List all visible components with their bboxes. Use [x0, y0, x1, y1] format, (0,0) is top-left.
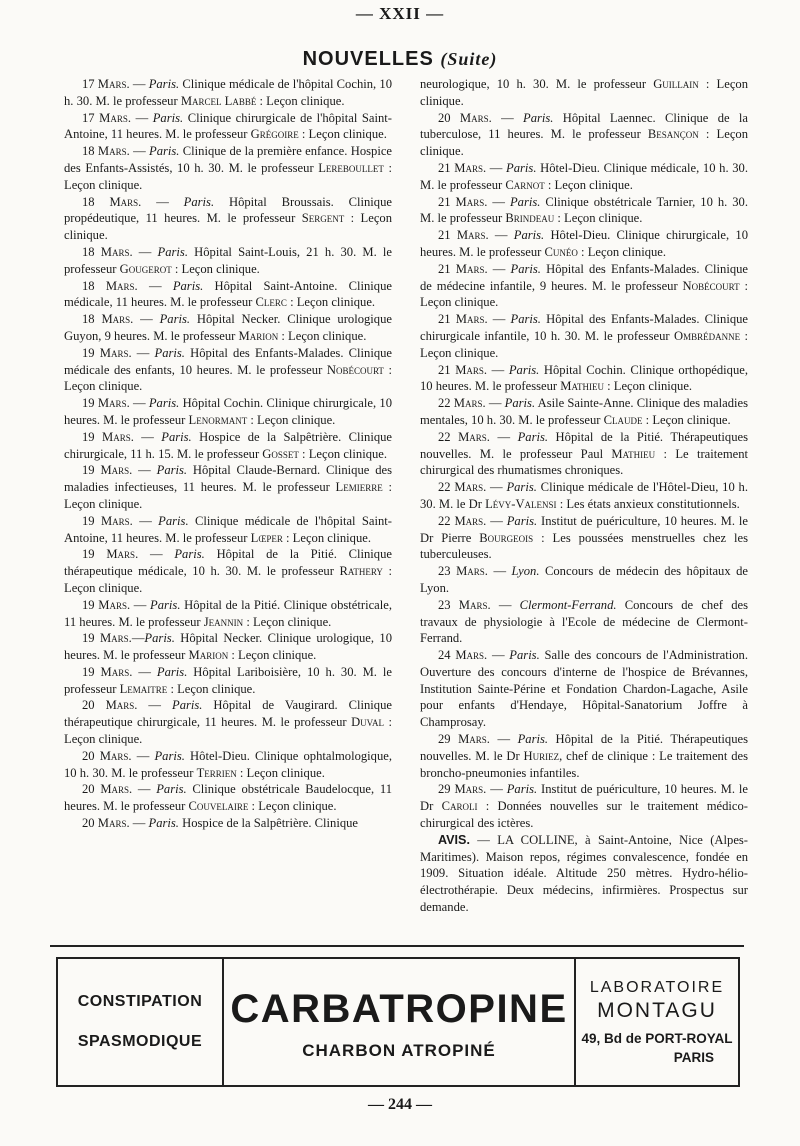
ad-brand-name: CARBATROPINE: [230, 987, 568, 1031]
roman-page-number: — XXII —: [355, 4, 445, 23]
news-entry: 19 Mars. — Paris. Hôpital Lariboisière, 10 h. 30. M. le professeur Lemaitre : Leçon clinique.: [64, 664, 392, 696]
news-entry: 20 Mars. — Paris. Hôpital Laennec. Clinique de la tuberculose, 11 heures. M. le professeur Besançon : Leçon clinique.: [420, 110, 749, 159]
news-entry: 23 Mars. — Lyon. Concours de médecin des hôpitaux de Lyon.: [420, 564, 749, 595]
news-entry: 29 Mars. — Paris. Institut de puériculture, 10 heures. M. le Dr Caroli : Données nouvelles sur le traitement médico-chirurgical des ictères.: [420, 782, 748, 831]
news-entry: 18 Mars. — Paris. Hôpital Broussais. Clinique propédeutique, 11 heures. M. le professeur Sergent : Leçon clinique.: [64, 194, 392, 243]
news-entry: 19 Mars. — Paris. Hôpital Cochin. Clinique chirurgicale, 10 heures. M. le professeur Lenormant : Leçon clinique.: [64, 396, 392, 427]
news-entry: 22 Mars. — Paris. Clinique médicale de l'Hôtel-Dieu, 10 h. 30. M. le Dr Lévy-Valensi : Les états anxieux constitutionnels.: [420, 480, 748, 511]
right-column: [420, 76, 748, 938]
ad-lab-line2: MONTAGU: [597, 999, 717, 1022]
news-entry: 19 Mars. — Paris. Clinique médicale de l'hôpital Saint-Antoine, 11 heures. M. le professeur Lœper : Leçon clinique.: [64, 513, 392, 545]
avis-entry: AVIS. — LA COLLINE, à Saint-Antoine, Nice (Alpes-Maritimes). Maison repos, régimes convalescence, fondée en 1909. Situation idéale. Altitude 250 mètres. Hydro-hélio-électrothérapie. Deux médecins, infirmières. Prospectus sur demande.: [420, 832, 748, 915]
news-entry: 20 Mars. — Paris. Hôpital de Vaugirard. Clinique thérapeutique chirurgicale, 11 heures. M. le professeur Duval : Leçon clinique.: [64, 698, 392, 747]
section-title-text: NOUVELLES: [302, 48, 434, 70]
separator-rule: [50, 945, 744, 947]
news-entry: 17 Mars. — Paris. Clinique chirurgicale de l'hôpital Saint-Antoine, 11 heures. M. le professeur Grégoire : Leçon clinique.: [64, 110, 392, 142]
news-entry: 18 Mars. — Paris. Clinique de la première enfance. Hospice des Enfants-Assistés, 10 h. 30. M. le professeur Lereboullet : Leçon clinique.: [64, 144, 392, 192]
advertisement-box: [56, 957, 740, 1087]
ad-condition-line1: CONSTIPATION: [77, 993, 203, 1010]
news-entry: 21 Mars. — Paris. Hôtel-Dieu. Clinique médicale, 10 h. 30. M. le professeur Carnot : Leçon clinique.: [420, 160, 748, 192]
news-entry: 22 Mars. — Paris. Hôpital de la Pitié. Thérapeutiques nouvelles. M. le professeur Paul Mathieu : Le traitement chirurgical des rhumatismes chroniques.: [420, 429, 748, 478]
ad-condition-line2: SPASMODIQUE: [77, 1033, 203, 1050]
news-entry: 22 Mars. — Paris. Asile Sainte-Anne. Clinique des maladies mentales, 10 h. 30. M. le professeur Claude : Leçon clinique.: [420, 396, 749, 427]
news-entry: 20 Mars. — Paris. Hôtel-Dieu. Clinique ophtalmologique, 10 h. 30. M. le professeur Terrien : Leçon clinique.: [64, 748, 393, 780]
section-title-suite: (Suite): [440, 49, 498, 69]
news-entry: 19 Mars. — Paris. Hôpital de la Pitié. Clinique obstétricale, 11 heures. M. le professeur Jeannin : Leçon clinique.: [64, 597, 392, 629]
news-entry: 23 Mars. — Clermont-Ferrand. Concours de chef des travaux de physiologie à l'Ecole de médecine de Clermont-Ferrand.: [420, 597, 748, 646]
news-columns: [64, 76, 748, 938]
news-entry: 21 Mars. — Paris. Hôpital des Enfants-Malades. Clinique chirurgicale infantile, 10 h. 30. M. le professeur Ombrédanne : Leçon clinique.: [420, 312, 749, 360]
ad-lab-panel: [576, 959, 738, 1085]
news-entry: 22 Mars. — Paris. Institut de puériculture, 10 heures. M. le Dr Pierre Bourgeois : Les poussées menstruelles chez les tuberculeuses.: [420, 513, 748, 562]
news-entry: 21 Mars. — Paris. Clinique obstétricale Tarnier, 10 h. 30. M. le professeur Brindeau : Leçon clinique.: [420, 194, 748, 226]
news-entry: 18 Mars. — Paris. Hôpital Necker. Clinique urologique Guyon, 9 heures. M. le professeur Marion : Leçon clinique.: [64, 312, 392, 343]
news-entry: 21 Mars. — Paris. Hôpital des Enfants-Malades. Clinique de médecine infantile, 9 heures. M. le professeur Nobécourt : Leçon clinique.: [420, 261, 748, 310]
left-column: [64, 76, 392, 938]
news-entry: 18 Mars. — Paris. Hôpital Saint-Louis, 21 h. 30. M. le professeur Gougerot : Leçon clinique.: [64, 244, 392, 276]
news-entry: 19 Mars. — Paris. Hôpital Claude-Bernard. Clinique des maladies infectieuses, 11 heures. M. le professeur Lemierre : Leçon clinique.: [64, 463, 393, 511]
ad-left-panel: [58, 959, 224, 1085]
ad-lab-address: 49, Bd de PORT-ROYAL: [581, 1031, 733, 1046]
news-entry: 19 Mars. — Paris. Hôpital de la Pitié. Clinique thérapeutique médicale, 10 h. 30. M. le professeur Rathery : Leçon clinique.: [64, 547, 392, 595]
ad-lab-line1: LABORATOIRE: [589, 979, 725, 996]
ad-lab-city: PARIS: [673, 1050, 714, 1065]
news-entry: 18 Mars. — Paris. Hôpital Saint-Antoine. Clinique médicale, 11 heures. M. le professeur Clerc : Leçon clinique.: [64, 278, 392, 310]
news-entry: 19 Mars. — Paris. Hôpital des Enfants-Malades. Clinique médicale des enfants, 10 heures. M. le professeur Nobécourt : Leçon clinique.: [64, 345, 392, 394]
news-entry: 19 Mars.—Paris. Hôpital Necker. Clinique urologique, 10 heures. M. le professeur Marion : Leçon clinique.: [64, 631, 392, 663]
section-title: [0, 48, 800, 71]
news-entry: 21 Mars. — Paris. Hôtel-Dieu. Clinique chirurgicale, 10 heures. M. le professeur Cunéo : Leçon clinique.: [420, 228, 748, 259]
page-number: — 244 —: [368, 1096, 432, 1113]
ad-brand-subtitle: CHARBON ATROPINÉ: [302, 1041, 496, 1060]
ad-brand-panel: [224, 959, 576, 1085]
news-entry: 24 Mars. — Paris. Salle des concours de l'Administration. Ouverture des concours d'interne de l'hospice de Brévannes, Institution Sainte-Périne et Fondation Chardon-Lagache, Asile pour enfants d'Hendaye, Hôpital-Sanatorium Joffre à Champrosay.: [420, 648, 748, 730]
news-entry: 20 Mars. — Paris. Clinique obstétricale Baudelocque, 11 heures. M. le professeur Couvelaire : Leçon clinique.: [64, 782, 392, 814]
news-entry: 17 Mars. — Paris. Clinique médicale de l'hôpital Cochin, 10 h. 30. M. le professeur Marcel Labbé : Leçon clinique.: [64, 77, 392, 108]
news-entry: 20 Mars. — Paris. Hospice de la Salpêtrière. Clinique: [82, 816, 359, 831]
news-entry: 19 Mars. — Paris. Hospice de la Salpêtrière. Clinique chirurgicale, 11 h. 15. M. le professeur Gosset : Leçon clinique.: [64, 429, 392, 461]
continuation-entry: neurologique, 10 h. 30. M. le professeur Guillain : Leçon clinique.: [420, 77, 749, 108]
news-entry: 21 Mars. — Paris. Hôpital Cochin. Clinique orthopédique, 10 heures. M. le professeur Mathieu : Leçon clinique.: [420, 362, 748, 394]
news-entry: 29 Mars. — Paris. Hôpital de la Pitié. Thérapeutiques nouvelles. M. le Dr Huriez, chef de clinique : Le traitement des broncho-pneumonies infantiles.: [420, 732, 748, 780]
